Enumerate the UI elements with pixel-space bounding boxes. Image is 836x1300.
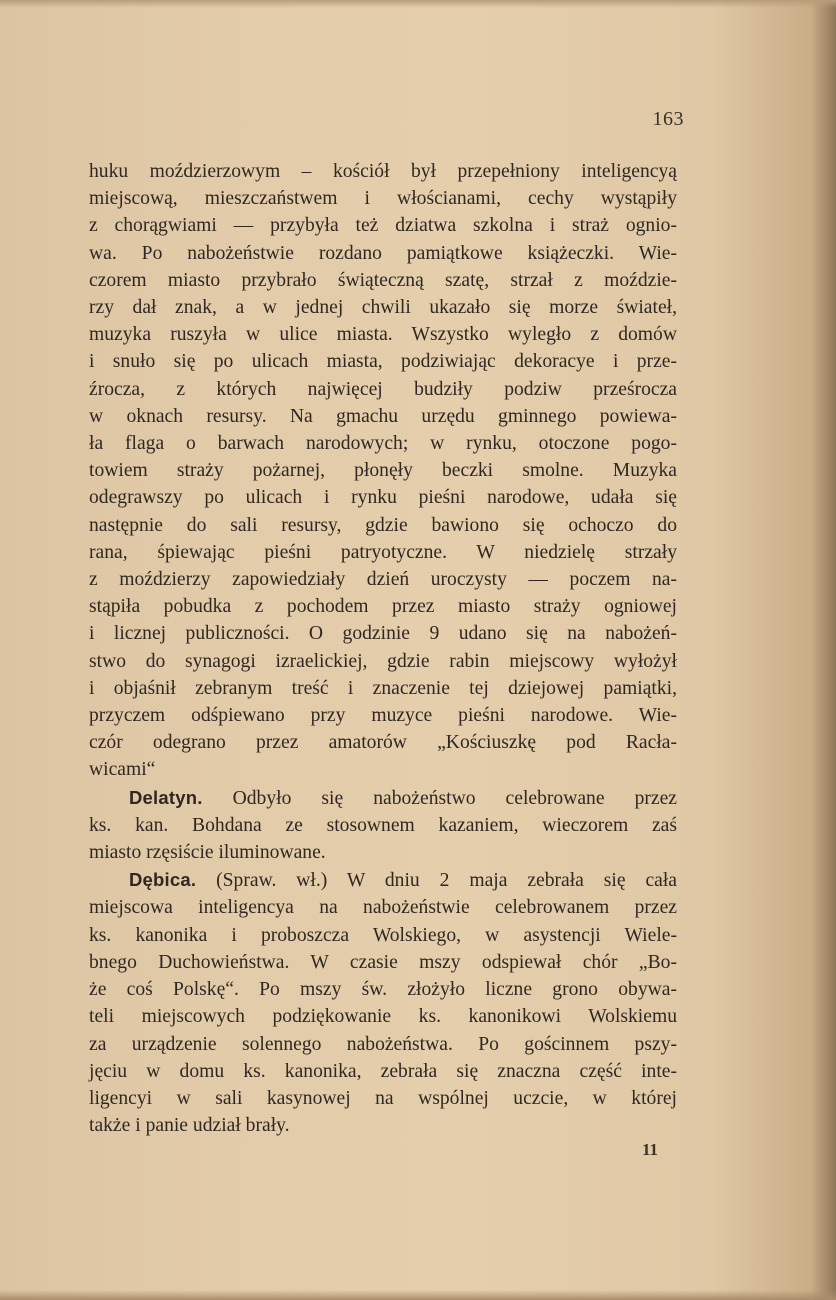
text-line: miejscową, mieszczaństwem i włościanami, cechy wystąpiły xyxy=(89,188,677,210)
text-line: także i panie udział brały. xyxy=(89,1115,290,1137)
text-fragment: (Spraw. wł.) W dniu 2 maja zebrała się cała xyxy=(196,870,677,892)
text-line xyxy=(89,866,677,894)
text-line: z moździerzy zapowiedziały dzień uroczysty — poczem na- xyxy=(89,569,677,591)
paragraph-delatyn xyxy=(89,784,677,867)
text-line xyxy=(89,784,677,812)
paragraph-continuation xyxy=(89,158,677,784)
text-line: huku moździerzowym – kościół był przepełniony inteligencyą xyxy=(89,161,677,182)
page-bottom-shadow xyxy=(0,1290,836,1300)
text-fragment: Odbyło się nabożeństwo celebrowane przez xyxy=(202,787,677,809)
text-line: muzyka ruszyła w ulice miasta. Wszystko wyległo z domów xyxy=(89,324,677,346)
text-line: rzy dał znak, a w jednej chwili ukazało się morze świateł, xyxy=(89,297,677,319)
text-line: że coś Polskę“. Po mszy św. złożyło liczne grono obywa- xyxy=(89,979,677,1001)
paragraph-debica xyxy=(89,866,677,1139)
text-line: z chorągwiami — przybyła też dziatwa szkolna i straż ognio- xyxy=(89,215,677,237)
text-line: źrocza, z których najwięcej budziły podziw prześrocza xyxy=(89,378,677,400)
text-line: stąpiła pobudka z pochodem przez miasto straży ogniowej xyxy=(89,596,677,618)
text-line: miejscowa inteligencya na nabożeństwie celebrowanem przez xyxy=(89,897,677,919)
text-line: przyczem odśpiewano przy muzyce pieśni narodowe. Wie- xyxy=(89,705,677,727)
text-line: ks. kanonika i proboszcza Wolskiego, w asystencji Wiele- xyxy=(89,924,677,946)
text-line: ła flaga o barwach narodowych; w rynku, otoczone pogo- xyxy=(89,433,677,455)
page-number: 163 xyxy=(652,108,684,130)
text-line: w oknach resursy. Na gmachu urzędu gminnego powiewa- xyxy=(89,405,677,427)
text-line: teli miejscowych podziękowanie ks. kanonikowi Wolskiemu xyxy=(89,1006,677,1028)
text-line: ks. kan. Bohdana ze stosownem kazaniem, wieczorem zaś xyxy=(89,814,677,836)
text-line: czorem miasto przybrało świąteczną szatę, strzał z moździe- xyxy=(89,269,677,291)
page-top-shadow xyxy=(0,0,836,8)
text-line: odegrawszy po ulicach i rynku pieśni narodowe, udała się xyxy=(89,487,677,509)
text-line: bnego Duchowieństwa. W czasie mszy odspiewał chór „Bo- xyxy=(89,951,677,973)
text-line: miasto rzęsiście iluminowane. xyxy=(89,842,326,864)
text-line: stwo do synagogi izraelickiej, gdzie rabin miejscowy wyłożył xyxy=(89,650,677,672)
text-line: za urządzenie solennego nabożeństwa. Po gościnnem pszy- xyxy=(89,1033,677,1055)
text-line: jęciu w domu ks. kanonika, zebrała się znaczna część inte- xyxy=(89,1060,677,1082)
text-line: wicami“ xyxy=(89,759,156,781)
text-line: i objaśnił zebranym treść i znaczenie tej dziejowej pamiątki, xyxy=(89,677,677,699)
place-name-delatyn: Delatyn. xyxy=(129,786,203,808)
text-line: i licznej publiczności. O godzinie 9 udano się na nabożeń- xyxy=(89,623,677,645)
text-line: czór odegrano przez amatorów „Kościuszkę pod Racła- xyxy=(89,732,677,754)
text-line: wa. Po nabożeństwie rozdano pamiątkowe książeczki. Wie- xyxy=(89,242,677,264)
place-name-debica: Dębica. xyxy=(129,869,197,891)
text-line: rana, śpiewając pieśni patryotyczne. W niedzielę strzały xyxy=(89,541,677,563)
text-line: ligencyi w sali kasynowej na wspólnej uczcie, w której xyxy=(89,1087,677,1109)
text-line: i snuło się po ulicach miasta, podziwiając dekoracye i prze- xyxy=(89,351,677,373)
text-line: następnie do sali resursy, gdzie bawiono się ochoczo do xyxy=(89,514,677,536)
text-line: towiem straży pożarnej, płonęły beczki smolne. Muzyka xyxy=(89,460,677,482)
page-body-text xyxy=(89,158,677,1139)
signature-mark: 11 xyxy=(641,1140,658,1159)
